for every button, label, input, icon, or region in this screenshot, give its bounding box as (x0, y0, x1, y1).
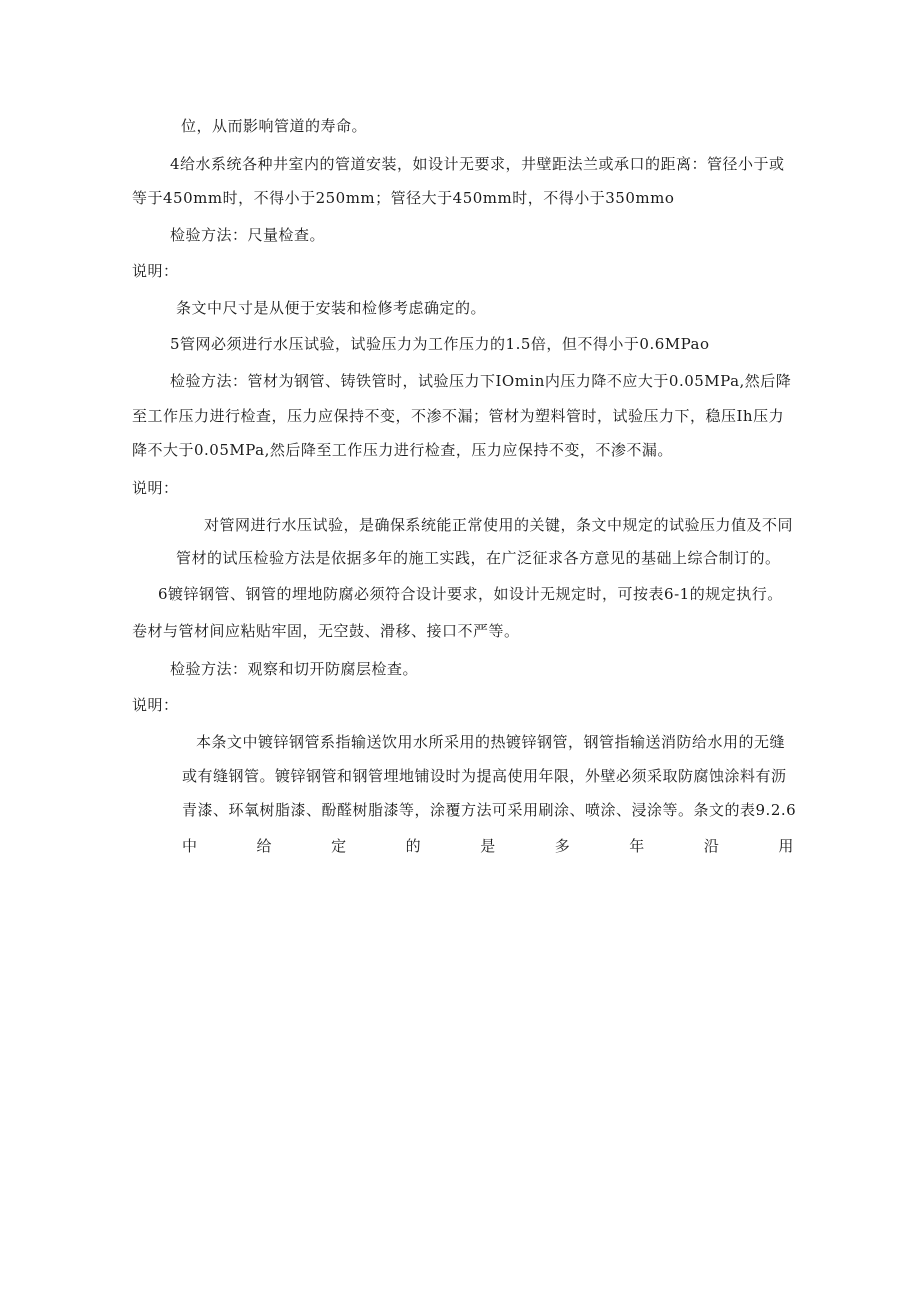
paragraph-continuation: 位，从而影响管道的寿命。 (181, 117, 368, 135)
clause-6-inspection-method: 检验方法：观察和切开防腐层检查。 (170, 660, 419, 678)
note-label-3: 说明： (132, 696, 179, 714)
note-3-line-4 (182, 835, 794, 857)
note-3-line-1: 本条文中镀锌钢管系指输送饮用水所采用的热镀锌钢管，钢管指输送消防给水用的无缝 (196, 733, 786, 751)
note-3-line-2: 或有缝钢管。镀锌钢管和钢管埋地铺设时为提高使用年限，外壁必须采取防腐蚀涂料有沥 (182, 767, 787, 785)
note-1-text: 条文中尺寸是从便于安装和检修考虑确定的。 (176, 299, 487, 317)
clause-6-line-1: 6镀锌钢管、钢管的埋地防腐必须符合设计要求，如设计无规定时，可按表6-1的规定执行。 (158, 585, 783, 603)
clause-5-text: 5管网必须进行水压试验，试验压力为工作压力的1.5倍，但不得小于0.6MPao (170, 335, 710, 353)
clause-4-line-2: 等于450mm时，不得小于250mm；管径大于450mm时，不得小于350mmo (132, 189, 675, 207)
note-3-char: 多 (554, 837, 571, 855)
note-3-line-3: 青漆、环氧树脂漆、酚醛树脂漆等，涂覆方法可采用刷涂、喷涂、浸涂等。条文的表9.2.6 (182, 801, 797, 819)
note-3-char: 是 (480, 837, 496, 855)
note-3-char: 用 (778, 837, 794, 855)
clause-5-inspection-line-3: 降不大于0.05MPa,然后降至工作压力进行检查，压力应保持不变，不渗不漏。 (132, 441, 673, 459)
clause-6-line-2: 卷材与管材间应粘贴牢固，无空鼓、滑移、接口不严等。 (132, 622, 520, 640)
note-2-line-1: 对管网进行水压试验，是确保系统能正常使用的关键，条文中规定的试验压力值及不同 (204, 516, 794, 534)
note-2-line-2: 管材的试压检验方法是依据多年的施工实践，在广泛征求各方意见的基础上综合制订的。 (176, 549, 781, 567)
note-label-1: 说明： (132, 262, 179, 280)
clause-4-line-1: 4给水系统各种井室内的管道安装，如设计无要求，井壁距法兰或承口的距离：管径小于或 (170, 155, 785, 173)
note-label-2: 说明： (132, 479, 179, 497)
clause-5-inspection-line-1: 检验方法：管材为钢管、铸铁管时，试验压力下IOmin内压力降不应大于0.05MPa,然后降 (170, 372, 792, 390)
note-3-char: 的 (405, 837, 422, 855)
clause-4-inspection-method: 检验方法：尺量检查。 (170, 226, 326, 244)
note-3-char: 定 (331, 837, 347, 855)
note-3-char: 给 (256, 837, 273, 855)
clause-5-inspection-line-2: 至工作压力进行检查，压力应保持不变，不渗不漏；管材为塑料管时，试验压力下，稳压Ih压力 (132, 407, 785, 425)
note-3-char: 年 (629, 837, 645, 855)
note-3-char: 中 (182, 837, 198, 855)
note-3-char: 沿 (703, 837, 720, 855)
